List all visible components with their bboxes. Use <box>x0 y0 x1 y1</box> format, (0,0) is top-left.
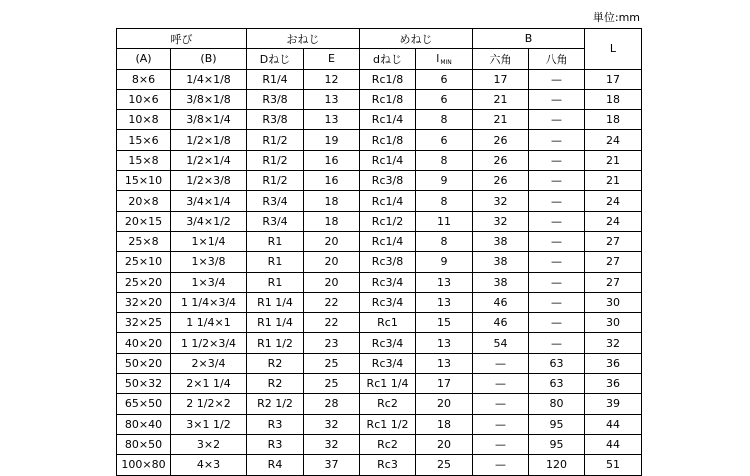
cell-d-thread-upper: R3/4 <box>247 191 304 211</box>
cell-e-value: 13 <box>304 89 360 109</box>
cell-hex-width: — <box>473 455 529 475</box>
cell-size-b: 2×3/4 <box>171 353 247 373</box>
cell-l-value: 21 <box>585 171 642 191</box>
cell-l-value: 18 <box>585 110 642 130</box>
unit-label: 単位:mm <box>592 11 640 24</box>
cell-size-b: 3×1 1/2 <box>171 414 247 434</box>
cell-l-value: 27 <box>585 272 642 292</box>
table-row <box>117 89 642 109</box>
table-row <box>117 434 642 454</box>
cell-l-min: 18 <box>416 414 473 434</box>
cell-size-a: 8×6 <box>117 69 171 89</box>
header-lmin <box>416 49 473 69</box>
header-oneji: おねじ <box>247 29 360 49</box>
cell-hex-width: — <box>473 374 529 394</box>
cell-size-a: 65×50 <box>117 394 171 414</box>
cell-size-b: 1/2×1/4 <box>171 150 247 170</box>
cell-size-b: 1 1/2×3/4 <box>171 333 247 353</box>
cell-l-min: 6 <box>416 130 473 150</box>
cell-oct-width: — <box>529 252 585 272</box>
cell-size-a: 32×25 <box>117 313 171 333</box>
table-row <box>117 252 642 272</box>
cell-l-min: 13 <box>416 272 473 292</box>
cell-size-a: 50×20 <box>117 353 171 373</box>
cell-d-thread-upper: R1/2 <box>247 171 304 191</box>
table-body <box>117 69 642 475</box>
cell-size-a: 25×20 <box>117 272 171 292</box>
cell-d-thread-upper: R3 <box>247 434 304 454</box>
cell-d-thread-upper: R1/2 <box>247 150 304 170</box>
cell-size-b: 1/2×3/8 <box>171 171 247 191</box>
table-row <box>117 374 642 394</box>
header-e: E <box>304 49 360 69</box>
cell-oct-width: — <box>529 150 585 170</box>
cell-size-b: 1/2×1/8 <box>171 130 247 150</box>
header-row-1 <box>117 29 642 49</box>
cell-e-value: 25 <box>304 353 360 373</box>
cell-e-value: 22 <box>304 292 360 312</box>
cell-oct-width: 80 <box>529 394 585 414</box>
cell-size-b: 3/8×1/4 <box>171 110 247 130</box>
cell-size-b: 1×3/4 <box>171 272 247 292</box>
cell-d-thread-upper: R2 <box>247 374 304 394</box>
cell-d-thread-upper: R1 1/4 <box>247 313 304 333</box>
cell-hex-width: 54 <box>473 333 529 353</box>
cell-d-thread-lower: Rc1/4 <box>360 150 416 170</box>
cell-l-value: 36 <box>585 374 642 394</box>
cell-size-a: 32×20 <box>117 292 171 312</box>
table-row <box>117 414 642 434</box>
cell-d-thread-upper: R1 <box>247 272 304 292</box>
cell-hex-width: 32 <box>473 191 529 211</box>
cell-d-thread-upper: R3/8 <box>247 110 304 130</box>
table-row <box>117 191 642 211</box>
cell-d-thread-lower: Rc3/8 <box>360 252 416 272</box>
cell-d-thread-lower: Rc3 <box>360 455 416 475</box>
cell-e-value: 20 <box>304 252 360 272</box>
cell-size-b: 3/4×1/4 <box>171 191 247 211</box>
cell-d-thread-upper: R4 <box>247 455 304 475</box>
cell-l-min: 8 <box>416 191 473 211</box>
cell-oct-width: — <box>529 231 585 251</box>
table-row <box>117 110 642 130</box>
cell-size-a: 100×80 <box>117 455 171 475</box>
cell-d-thread-lower: Rc1 <box>360 313 416 333</box>
cell-l-min: 11 <box>416 211 473 231</box>
cell-oct-width: — <box>529 313 585 333</box>
cell-e-value: 16 <box>304 171 360 191</box>
cell-oct-width: 120 <box>529 455 585 475</box>
cell-l-min: 20 <box>416 434 473 454</box>
cell-size-a: 15×10 <box>117 171 171 191</box>
table-row <box>117 231 642 251</box>
cell-size-a: 20×15 <box>117 211 171 231</box>
cell-l-value: 18 <box>585 89 642 109</box>
cell-l-value: 24 <box>585 130 642 150</box>
cell-hex-width: — <box>473 434 529 454</box>
cell-d-thread-upper: R1/4 <box>247 69 304 89</box>
cell-size-b: 1×3/8 <box>171 252 247 272</box>
cell-e-value: 20 <box>304 231 360 251</box>
cell-size-b: 3/4×1/2 <box>171 211 247 231</box>
cell-l-min: 15 <box>416 313 473 333</box>
cell-l-min: 25 <box>416 455 473 475</box>
header-oct: 八角 <box>529 49 585 69</box>
cell-d-thread-lower: Rc1 1/4 <box>360 374 416 394</box>
cell-l-value: 21 <box>585 150 642 170</box>
cell-oct-width: — <box>529 191 585 211</box>
table-row <box>117 455 642 475</box>
cell-l-value: 36 <box>585 353 642 373</box>
header-lmin-sub: MIN <box>440 58 452 66</box>
cell-l-min: 13 <box>416 333 473 353</box>
cell-hex-width: 38 <box>473 231 529 251</box>
cell-e-value: 18 <box>304 211 360 231</box>
cell-oct-width: — <box>529 171 585 191</box>
cell-hex-width: — <box>473 394 529 414</box>
cell-oct-width: — <box>529 110 585 130</box>
cell-hex-width: 17 <box>473 69 529 89</box>
table-row <box>117 313 642 333</box>
cell-d-thread-lower: Rc3/4 <box>360 272 416 292</box>
cell-size-b: 4×3 <box>171 455 247 475</box>
cell-size-b: 1 1/4×1 <box>171 313 247 333</box>
cell-oct-width: — <box>529 272 585 292</box>
table-row <box>117 69 642 89</box>
header-dneji-upper: Dねじ <box>247 49 304 69</box>
cell-hex-width: 21 <box>473 89 529 109</box>
cell-size-a: 15×8 <box>117 150 171 170</box>
cell-size-b: 2 1/2×2 <box>171 394 247 414</box>
cell-l-min: 6 <box>416 89 473 109</box>
cell-d-thread-lower: Rc2 <box>360 394 416 414</box>
cell-l-value: 17 <box>585 69 642 89</box>
table-row <box>117 211 642 231</box>
header-l: L <box>585 29 642 70</box>
cell-size-b: 2×1 1/4 <box>171 374 247 394</box>
cell-l-min: 8 <box>416 150 473 170</box>
cell-size-a: 10×8 <box>117 110 171 130</box>
cell-d-thread-lower: Rc1/4 <box>360 231 416 251</box>
cell-l-value: 39 <box>585 394 642 414</box>
cell-e-value: 28 <box>304 394 360 414</box>
cell-size-b: 3×2 <box>171 434 247 454</box>
header-dneji-lower: dねじ <box>360 49 416 69</box>
cell-d-thread-lower: Rc1/8 <box>360 89 416 109</box>
cell-d-thread-lower: Rc1 1/2 <box>360 414 416 434</box>
cell-l-value: 27 <box>585 231 642 251</box>
cell-e-value: 19 <box>304 130 360 150</box>
cell-size-a: 80×40 <box>117 414 171 434</box>
cell-d-thread-lower: Rc3/8 <box>360 171 416 191</box>
cell-size-a: 20×8 <box>117 191 171 211</box>
cell-hex-width: 21 <box>473 110 529 130</box>
table-row <box>117 394 642 414</box>
cell-l-value: 24 <box>585 191 642 211</box>
cell-oct-width: — <box>529 130 585 150</box>
cell-d-thread-upper: R1 1/4 <box>247 292 304 312</box>
cell-oct-width: — <box>529 69 585 89</box>
table-row <box>117 292 642 312</box>
cell-d-thread-lower: Rc3/4 <box>360 353 416 373</box>
cell-e-value: 18 <box>304 191 360 211</box>
header-a: (A) <box>117 49 171 69</box>
cell-hex-width: 46 <box>473 313 529 333</box>
cell-l-min: 8 <box>416 110 473 130</box>
cell-l-min: 9 <box>416 252 473 272</box>
header-b: B <box>473 29 585 49</box>
cell-l-value: 51 <box>585 455 642 475</box>
cell-hex-width: 46 <box>473 292 529 312</box>
cell-d-thread-lower: Rc3/4 <box>360 292 416 312</box>
header-meneji: めねじ <box>360 29 473 49</box>
cell-e-value: 32 <box>304 414 360 434</box>
cell-oct-width: 63 <box>529 353 585 373</box>
cell-l-value: 30 <box>585 313 642 333</box>
cell-d-thread-upper: R1 1/2 <box>247 333 304 353</box>
cell-d-thread-lower: Rc1/8 <box>360 130 416 150</box>
header-b-nominal: (B) <box>171 49 247 69</box>
cell-d-thread-upper: R3 <box>247 414 304 434</box>
cell-l-min: 20 <box>416 394 473 414</box>
table-row <box>117 272 642 292</box>
cell-hex-width: 32 <box>473 211 529 231</box>
cell-oct-width: — <box>529 89 585 109</box>
cell-e-value: 12 <box>304 69 360 89</box>
header-hex: 六角 <box>473 49 529 69</box>
cell-e-value: 20 <box>304 272 360 292</box>
header-yobi: 呼び <box>117 29 247 49</box>
cell-d-thread-upper: R1/2 <box>247 130 304 150</box>
cell-hex-width: 26 <box>473 150 529 170</box>
header-lmin-letter: l <box>436 51 440 65</box>
cell-d-thread-upper: R2 <box>247 353 304 373</box>
cell-l-value: 24 <box>585 211 642 231</box>
table-row <box>117 353 642 373</box>
cell-l-min: 9 <box>416 171 473 191</box>
table-row <box>117 171 642 191</box>
cell-e-value: 22 <box>304 313 360 333</box>
cell-size-a: 80×50 <box>117 434 171 454</box>
cell-size-a: 25×10 <box>117 252 171 272</box>
cell-hex-width: 38 <box>473 272 529 292</box>
cell-size-a: 40×20 <box>117 333 171 353</box>
cell-hex-width: 26 <box>473 171 529 191</box>
cell-size-b: 1 1/4×3/4 <box>171 292 247 312</box>
cell-e-value: 16 <box>304 150 360 170</box>
cell-size-b: 1/4×1/8 <box>171 69 247 89</box>
cell-l-min: 6 <box>416 69 473 89</box>
cell-l-min: 8 <box>416 231 473 251</box>
cell-oct-width: — <box>529 211 585 231</box>
cell-d-thread-upper: R1 <box>247 252 304 272</box>
cell-size-a: 50×32 <box>117 374 171 394</box>
cell-e-value: 13 <box>304 110 360 130</box>
cell-size-a: 10×6 <box>117 89 171 109</box>
cell-d-thread-lower: Rc1/8 <box>360 69 416 89</box>
cell-l-min: 13 <box>416 292 473 312</box>
cell-e-value: 32 <box>304 434 360 454</box>
cell-size-b: 1×1/4 <box>171 231 247 251</box>
table-row <box>117 130 642 150</box>
cell-d-thread-lower: Rc1/4 <box>360 191 416 211</box>
cell-d-thread-upper: R3/4 <box>247 211 304 231</box>
cell-oct-width: — <box>529 292 585 312</box>
cell-d-thread-lower: Rc3/4 <box>360 333 416 353</box>
cell-oct-width: — <box>529 333 585 353</box>
cell-l-value: 30 <box>585 292 642 312</box>
table-row <box>117 333 642 353</box>
table-row <box>117 150 642 170</box>
cell-l-value: 27 <box>585 252 642 272</box>
cell-d-thread-upper: R1 <box>247 231 304 251</box>
cell-l-value: 44 <box>585 414 642 434</box>
cell-d-thread-lower: Rc2 <box>360 434 416 454</box>
cell-size-b: 3/8×1/8 <box>171 89 247 109</box>
cell-hex-width: 38 <box>473 252 529 272</box>
cell-d-thread-lower: Rc1/4 <box>360 110 416 130</box>
cell-hex-width: 26 <box>473 130 529 150</box>
header-row-2 <box>117 49 642 69</box>
cell-d-thread-upper: R2 1/2 <box>247 394 304 414</box>
cell-oct-width: 95 <box>529 414 585 434</box>
cell-l-value: 32 <box>585 333 642 353</box>
cell-e-value: 25 <box>304 374 360 394</box>
cell-hex-width: — <box>473 353 529 373</box>
cell-d-thread-upper: R3/8 <box>247 89 304 109</box>
dimension-table <box>116 28 642 476</box>
cell-hex-width: — <box>473 414 529 434</box>
cell-oct-width: 95 <box>529 434 585 454</box>
cell-size-a: 25×8 <box>117 231 171 251</box>
cell-l-min: 13 <box>416 353 473 373</box>
cell-e-value: 23 <box>304 333 360 353</box>
cell-e-value: 37 <box>304 455 360 475</box>
cell-size-a: 15×6 <box>117 130 171 150</box>
cell-l-min: 17 <box>416 374 473 394</box>
cell-oct-width: 63 <box>529 374 585 394</box>
cell-d-thread-lower: Rc1/2 <box>360 211 416 231</box>
cell-l-value: 44 <box>585 434 642 454</box>
